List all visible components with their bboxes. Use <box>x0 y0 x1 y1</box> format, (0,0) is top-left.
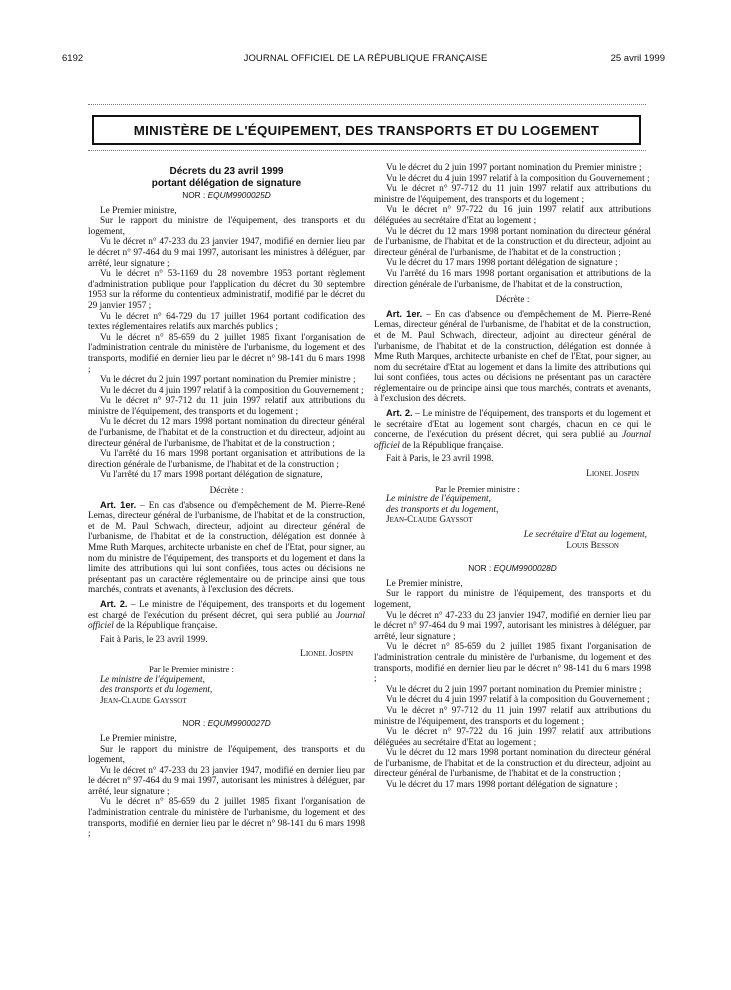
journal-officiel-ref: Journal officiel <box>374 430 651 451</box>
paragraph: Vu le décret du 12 mars 1998 portant nomination du directeur général de l'urbanisme, de l'habitat et de la construction et du directeur, adjoint au directeur général de l'urbanisme, de l'habitat et de la construction ; <box>374 748 651 780</box>
minister-name: Jean-Claude Gayssot <box>100 695 187 706</box>
secretary-name: Louis Besson <box>566 540 619 551</box>
paragraph: Vu le décret du 2 juin 1997 portant nomination du Premier ministre ; <box>100 375 356 386</box>
paragraph: Vu le décret du 2 juin 1997 portant nomination du Premier ministre ; <box>386 684 642 695</box>
top-rule <box>88 104 646 105</box>
paragraph: Vu le décret n° 85-659 du 2 juillet 1985 fixant l'organisation de l'administration centrale du ministère de l'urbanisme, du logement et des transports, modifié en dernier lieu par le décret n° 98-141 du 6 mars 1998 ; <box>374 642 651 685</box>
par-le-premier-ministre: Par le Premier ministre : <box>435 483 520 494</box>
paragraph: Vu l'arrêté du 16 mars 1998 portant organisation et attributions de la direction générale de l'urbanisme, de l'habitat et de la construction, <box>374 268 651 290</box>
nor-code: EQUM9900027D <box>207 718 271 729</box>
nor-reference-1 <box>88 190 365 201</box>
fait-a-paris: Fait à Paris, le 23 avril 1999. <box>100 634 208 645</box>
paragraph: Sur le rapport du ministre de l'équipement, des transports et du logement, <box>88 744 365 766</box>
paragraph: Vu le décret n° 97-712 du 11 juin 1997 relatif aux attributions du ministre de l'équipement, des transports et du logement ; <box>374 184 651 205</box>
minister-title-line2: des transports et du logement, <box>100 685 213 696</box>
article-1 <box>88 500 365 596</box>
fait-a-paris: Fait à Paris, le 23 avril 1998. <box>386 454 494 465</box>
paragraph: Vu le décret n° 85-659 du 2 juillet 1985 fixant l'organisation de l'administration centrale du ministère de l'urbanisme, du logement et des transports, modifié en dernier lieu par le décret n° 98-141 du 6 mars 1998 ; <box>88 797 365 840</box>
paragraph: Vu le décret n° 47-233 du 23 janvier 1947, modifié en dernier lieu par le décret n° 97-464 du 9 mai 1997, autorisant les ministres à déléguer, par arrêté, leur signature ; <box>374 610 651 642</box>
paragraph: Sur le rapport du ministre de l'équipement, des transports et du logement, <box>374 589 651 610</box>
nor-code: EQUM9900028D <box>493 563 557 574</box>
paragraph: Vu le décret n° 97-722 du 16 juin 1997 relatif aux attributions déléguées au secrétaire d'Etat au logement ; <box>374 727 651 748</box>
paragraph: Le Premier ministre, <box>100 733 177 744</box>
decree-title-line2: portant délégation de signature <box>151 177 302 189</box>
paragraph: Vu le décret n° 85-659 du 2 juillet 1985 fixant l'organisation de l'administration centrale du ministère de l'urbanisme, du logement et des transports, modifié en dernier lieu par le décret n° 98-141 du 6 mars 1998 ; <box>88 332 365 375</box>
paragraph: Vu l'arrêté du 16 mars 1998 portant organisation et attributions de la direction générale de l'urbanisme, de l'habitat et de la construction ; <box>88 449 365 470</box>
article-label: Art. 2. <box>100 598 128 609</box>
decree2-visas-continued <box>374 163 651 290</box>
minister-title-line1: Le ministre de l'équipement, <box>386 494 491 505</box>
paragraph: Vu le décret du 4 juin 1997 relatif à la composition du Gouvernement ; <box>386 695 650 706</box>
paragraph: Vu le décret n° 97-722 du 16 juin 1997 relatif aux attributions déléguées au secrétaire d'Etat au logement ; <box>374 205 651 226</box>
decree3-visas <box>374 579 651 791</box>
article-text: – Le ministre de l'équipement, des transports et du logement est chargé de l'exécution du présent décret, qui sera publié au <box>88 599 365 621</box>
signatory-prime-minister: Lionel Jospin <box>300 649 353 660</box>
article-2 <box>374 408 651 451</box>
paragraph: Vu le décret du 2 juin 1997 portant nomination du Premier ministre ; <box>386 163 642 173</box>
minister-title-line1: Le ministre de l'équipement, <box>100 674 205 685</box>
minister-name: Jean-Claude Gayssot <box>386 515 473 526</box>
right-column <box>374 163 651 791</box>
decree1-visas <box>88 206 365 481</box>
decree2-visas <box>88 734 365 840</box>
article-text: – En cas d'absence ou d'empêchement de M. Pierre-René Lemas, directeur général de l'urbanisme, de l'habitat et de la construction, et de M. Paul Schwach, directeur, adjoint au directeur général de l'urbanisme, de l'habitat et de la construction, délégation est donnée à Mme Ruth Marques, architecte urbaniste en chef de l'Etat, pour signer, au nom du secrétaire d'Etat au logement et dans la limite des attributions qui lui sont confiées, tous actes ou décisions ne présentant pas un caractère réglementaire ou de principe ainsi que tous marchés, contrats et avenants, à l'exclusion des décrets. <box>374 309 652 405</box>
article-text: de la République française. <box>399 440 504 451</box>
ministry-heading: MINISTÈRE DE L'ÉQUIPEMENT, DES TRANSPORTS ET DU LOGEMENT <box>92 115 641 145</box>
nor-code: EQUM9900025D <box>207 190 271 200</box>
paragraph: Vu le décret du 12 mars 1998 portant nomination du directeur général de l'urbanisme, de l'habitat et de la construction et du directeur, adjoint au directeur général de l'urbanisme, de l'habitat et de la construction ; <box>374 226 651 258</box>
bottom-rule <box>88 150 646 151</box>
paragraph: Vu le décret du 12 mars 1998 portant nomination du directeur général de l'urbanisme, de l'habitat et de la construction et du directeur, adjoint au directeur général de l'urbanisme, de l'habitat et de la construction ; <box>88 417 365 449</box>
article-label: Art. 1er. <box>100 499 137 510</box>
nor-reference-3 <box>374 563 651 574</box>
minister-title-line2: des transports et du logement, <box>386 504 499 515</box>
article-text: de la République française. <box>113 621 218 632</box>
journal-officiel-ref: Journal officiel <box>88 610 365 632</box>
nor-reference-2 <box>88 718 365 729</box>
par-le-premier-ministre: Par le Premier ministre : <box>149 663 234 674</box>
paragraph: Vu le décret n° 64-729 du 17 juillet 1964 portant codification des textes réglementaires relatifs aux marchés publics ; <box>88 311 365 333</box>
paragraph: Le Premier ministre, <box>386 578 463 589</box>
running-header <box>0 53 731 67</box>
article-text: – En cas d'absence ou d'empêchement de M. Pierre-René Lemas, directeur général de l'urbanisme, de l'habitat et de la construction, et de M. Paul Schwach, directeur, adjoint au directeur général de l'urbanisme, de l'habitat et de la construction, délégation est donnée à Mme Ruth Marques, architecte urbaniste en chef de l'Etat, pour signer, au nom du ministre de l'équipement, des transports et du logement et dans la limite des attributions qui lui sont confiées, tous actes ou décisions ne présentant pas un caractère réglementaire ou de principe ainsi que tous marchés, contrats et avenants, à l'exclusion des décrets. <box>88 500 366 596</box>
article-2 <box>88 599 365 632</box>
journal-title: JOURNAL OFFICIEL DE LA RÉPUBLIQUE FRANÇAISE <box>243 53 488 64</box>
decree-title-line1: Décrets du 23 avril 1999 <box>169 166 284 177</box>
signatory-prime-minister: Lionel Jospin <box>586 469 639 480</box>
paragraph: Vu le décret du 17 mars 1998 portant délégation de signature ; <box>386 780 618 791</box>
nor-label: NOR : <box>468 563 492 574</box>
paragraph: Vu le décret n° 97-712 du 11 juin 1997 relatif aux attributions du ministre de l'équipement, des transports et du logement ; <box>88 396 365 417</box>
paragraph: Vu le décret n° 47-233 du 23 janvier 1947, modifié en dernier lieu par le décret n° 97-464 du 9 mai 1997, autorisant les ministres à déléguer, par arrêté, leur signature ; <box>88 237 365 269</box>
decrete-heading: Décrète : <box>209 486 244 497</box>
article-label: Art. 2. <box>386 408 413 419</box>
paragraph: Vu le décret n° 97-712 du 11 juin 1997 relatif aux attributions du ministre de l'équipement, des transports et du logement ; <box>374 705 651 727</box>
left-column <box>88 163 365 840</box>
page-number: 6192 <box>62 53 84 64</box>
paragraph: Vu le décret du 4 juin 1997 relatif à la composition du Gouvernement ; <box>100 385 364 396</box>
issue-date: 25 avril 1999 <box>610 53 665 64</box>
paragraph: Vu le décret n° 47-233 du 23 janvier 1947, modifié en dernier lieu par le décret n° 97-464 du 9 mai 1997, autorisant les ministres à déléguer, par arrêté, leur signature ; <box>88 765 365 797</box>
paragraph: Sur le rapport du ministre de l'équipement, des transports et du logement, <box>88 216 365 237</box>
decrete-heading: Décrète : <box>495 295 530 306</box>
paragraph: Vu le décret n° 53-1169 du 28 novembre 1953 portant règlement d'administration publique pour l'application du décret du 30 septembre 1953 sur la réforme du contentieux administratif, modifié par le décret du 29 janvier 1957 ; <box>88 269 365 311</box>
nor-label: NOR : <box>182 718 206 729</box>
article-label: Art. 1er. <box>386 308 423 319</box>
paragraph: Le Premier ministre, <box>100 205 177 216</box>
article-text: – Le ministre de l'équipement, des transports et du logement et le secrétaire d'Etat au logement sont chargés, chacun en ce qui le concerne, de l'exécution du présent décret, qui sera publié au <box>374 409 651 441</box>
secretary-title: Le secrétaire d'Etat au logement, <box>523 530 647 540</box>
paragraph: Vu le décret du 17 mars 1998 portant délégation de signature ; <box>386 258 618 269</box>
paragraph: Vu le décret du 4 juin 1997 relatif à la composition du Gouvernement ; <box>386 173 650 184</box>
article-1 <box>374 309 651 405</box>
decree-title <box>88 166 365 189</box>
paragraph: Vu l'arrêté du 17 mars 1998 portant délégation de signature, <box>100 470 323 481</box>
nor-label: NOR : <box>182 190 206 200</box>
